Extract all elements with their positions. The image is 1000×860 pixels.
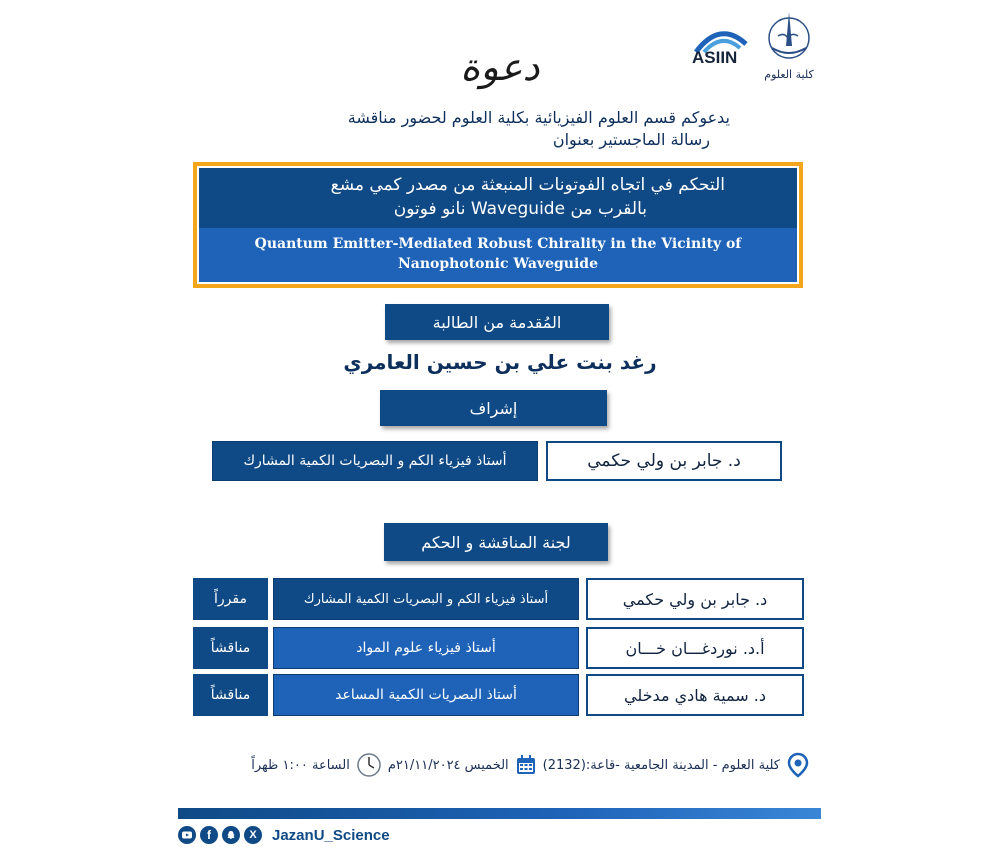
presenter-name: رغد بنت علي بن حسين العامري <box>343 350 657 374</box>
calendar-icon <box>515 754 537 776</box>
event-date: الخميس ٢١/١١/٢٠٢٤م <box>387 757 509 773</box>
committee-member-title: أستاذ فيزياء علوم المواد <box>273 627 579 669</box>
facebook-icon[interactable]: f <box>200 826 218 844</box>
committee-member-name: أ.د. نوردغـــان خـــان <box>586 627 804 669</box>
thesis-title-box <box>193 162 803 288</box>
invitation-title: دعوة <box>460 45 540 89</box>
presenter-label: المُقدمة من الطالبة <box>385 304 609 340</box>
thesis-english-line-2: Nanophotonic Waveguide <box>398 256 598 272</box>
supervisor-title: أستاذ فيزياء الكم و البصريات الكمية المشارك <box>212 441 538 481</box>
event-time: الساعة ١:٠٠ ظهراً <box>251 757 350 773</box>
event-location: كلية العلوم - المدينة الجامعية -قاعة:(2132) <box>542 757 780 773</box>
supervisor-name: د. جابر بن ولي حكمي <box>546 441 782 481</box>
faculty-logo <box>762 6 816 86</box>
asiin-label: ASIIN <box>692 48 738 67</box>
x-icon[interactable]: X <box>244 826 262 844</box>
committee-member-title: أستاذ البصريات الكمية المساعد <box>273 674 579 716</box>
intro-line-2: رسالة الماجستير بعنوان <box>552 130 710 149</box>
location-pin-icon <box>786 752 810 778</box>
social-icons <box>178 826 390 844</box>
thesis-english-line-1: Quantum Emitter-Mediated Robust Chirality in the Vicinity of <box>254 236 742 252</box>
committee-label: لجنة المناقشة و الحكم <box>384 523 608 561</box>
youtube-icon[interactable] <box>178 826 196 844</box>
committee-member-role: مقرراً <box>193 578 268 620</box>
thesis-arabic-title <box>199 168 797 228</box>
clock-icon <box>356 752 382 778</box>
thesis-arabic-line-1: التحكم في اتجاه الفوتونات المنبعثة من مصدر كمي مشع <box>330 175 725 195</box>
social-handle[interactable]: JazanU_Science <box>272 826 390 844</box>
committee-member-role: مناقشاً <box>193 674 268 716</box>
committee-member-name: د. جابر بن ولي حكمي <box>586 578 804 620</box>
committee-member-name: د. سمية هادي مدخلي <box>586 674 804 716</box>
thesis-english-title <box>199 228 797 282</box>
footer-divider <box>178 808 821 819</box>
event-details <box>190 748 810 782</box>
intro-line-1: يدعوكم قسم العلوم الفيزيائية بكلية العلوم لحضور مناقشة <box>347 108 730 127</box>
snapchat-icon[interactable] <box>222 826 240 844</box>
faculty-logo-label: كلية العلوم <box>764 68 814 81</box>
committee-member-role: مناقشاً <box>193 627 268 669</box>
committee-member-title: أستاذ فيزياء الكم و البصريات الكمية المشارك <box>273 578 579 620</box>
thesis-arabic-line-2: بالقرب من Waveguide نانو فوتون <box>393 199 647 219</box>
asiin-logo <box>690 18 752 68</box>
supervision-label: إشراف <box>380 390 607 426</box>
